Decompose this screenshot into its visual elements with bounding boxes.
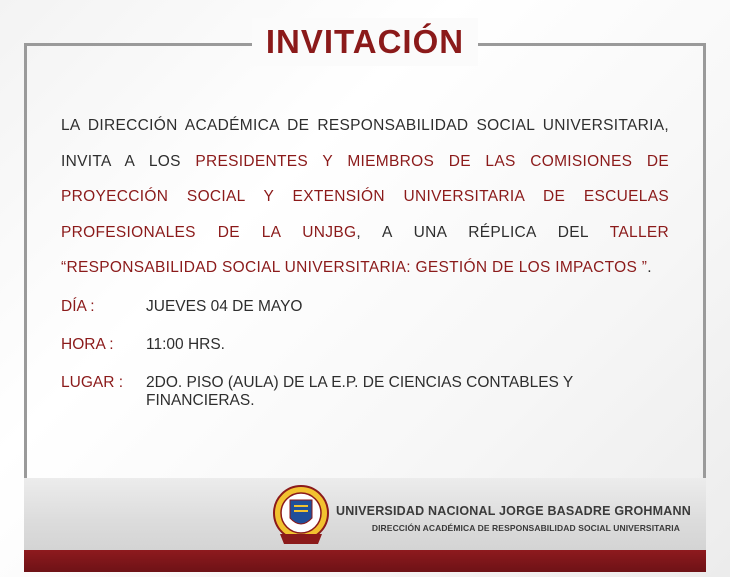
para-text-2: , A UNA RÉPLICA DEL <box>356 223 610 241</box>
bottom-accent-bar <box>24 550 706 572</box>
place-value: 2DO. PISO (AULA) DE LA E.P. DE CIENCIAS CONTABLES Y FINANCIERAS. <box>146 374 573 409</box>
place-label: LUGAR : <box>61 374 124 391</box>
day-value: JUEVES 04 DE MAYO <box>146 298 303 315</box>
university-name: UNIVERSIDAD NACIONAL JORGE BASADRE GROHMANN <box>336 504 691 518</box>
university-seal-logo <box>272 484 330 548</box>
para-invitees: PRESIDENTES Y MIEMBROS DE LAS COMISIONES DE PROYECCIÓN SOCIAL Y EXTENSIÓN UNIVERSITARIA DE ESCUELAS PROFESIONALES DE LA UNJBG <box>61 152 669 241</box>
time-label: HORA : <box>61 336 114 353</box>
title-wrap <box>0 18 730 66</box>
department-name: DIRECCIÓN ACADÉMICA DE RESPONSABILIDAD SOCIAL UNIVERSITARIA <box>371 523 680 533</box>
para-workshop: TALLER “RESPONSABILIDAD SOCIAL UNIVERSITARIA: GESTIÓN DE LOS IMPACTOS ” <box>61 223 670 276</box>
day-label: DÍA : <box>61 298 95 315</box>
time-value: 11:00 HRS. <box>146 336 225 353</box>
detail-place <box>61 374 661 410</box>
invitation-paragraph <box>61 108 669 286</box>
para-text-3: . <box>647 259 652 276</box>
detail-time <box>61 336 661 354</box>
para-text-1: LA DIRECCIÓN ACADÉMICA DE RESPONSABILIDAD SOCIAL UNIVERSITARIA, INVITA A LOS <box>61 117 669 170</box>
page-title: INVITACIÓN <box>252 18 478 66</box>
event-details <box>61 298 661 430</box>
detail-day <box>61 298 661 316</box>
